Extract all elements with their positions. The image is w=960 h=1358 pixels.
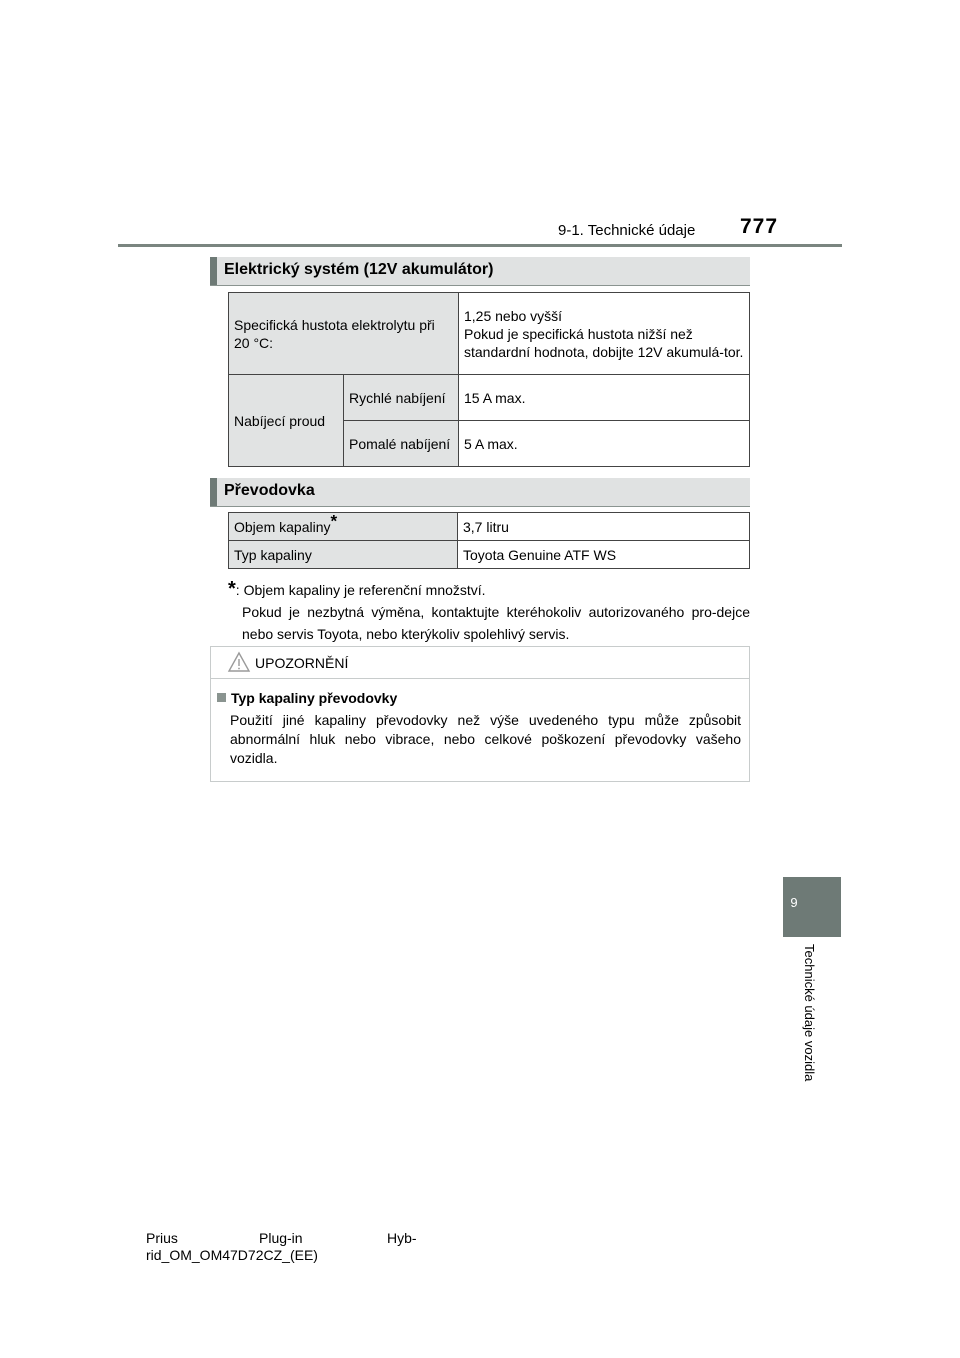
heading-text: Elektrický systém (12V akumulátor) (224, 261, 494, 278)
warning-triangle-icon (227, 651, 251, 678)
heading-text: Převodovka (224, 482, 315, 499)
capacity-label (229, 510, 458, 541)
square-bullet-icon (217, 693, 226, 702)
fluid-type-label: Typ kapaliny (229, 541, 458, 569)
caution-box (210, 646, 750, 782)
fluid-type-value: Toyota Genuine ATF WS (458, 541, 750, 569)
slow-charging-value: 5 A max. (459, 421, 750, 467)
caution-header (211, 647, 749, 679)
slow-charging-label: Pomalé nabíjení (344, 421, 459, 467)
transmission-table (228, 512, 750, 569)
caution-subtitle (217, 690, 397, 706)
heading-bar (210, 478, 217, 506)
charging-label: Nabíjecí proud (229, 375, 344, 467)
caution-subtitle-text: Typ kapaliny převodovky (231, 690, 398, 706)
chapter-title: Technické údaje vozidla (802, 944, 817, 1082)
footnote-mark: * (330, 510, 338, 530)
header-rule (118, 244, 842, 247)
section-heading-transmission (210, 478, 750, 507)
footnote (228, 578, 750, 645)
footnote-line: : Objem kapaliny je referenční množství. (235, 582, 486, 598)
footer (146, 1230, 424, 1264)
footer-word: Prius (146, 1230, 178, 1246)
table-row (229, 541, 750, 569)
footer-word: Plug-in (259, 1230, 303, 1246)
caution-title: UPOZORNĚNÍ (255, 655, 349, 671)
fast-charging-label: Rychlé nabíjení (344, 375, 459, 421)
density-value (459, 293, 750, 375)
table-row (229, 513, 750, 541)
section-heading-electrical (210, 257, 750, 286)
density-value-2: Pokud je specifická hustota nižší než standardní hodnota, dobijte 12V akumulá-tor. (464, 325, 744, 360)
density-label: Specifická hustota elektrolytu při 20 °C: (229, 293, 459, 375)
footnote-star: * (228, 578, 236, 600)
footer-line-1 (146, 1230, 424, 1247)
section-title: 9-1. Technické údaje (558, 222, 696, 239)
footer-word: Hyb- (387, 1230, 417, 1246)
table-row (229, 375, 750, 421)
fast-charging-value: 15 A max. (459, 375, 750, 421)
heading-bar (210, 257, 217, 285)
chapter-number: 9 (790, 895, 798, 910)
capacity-value: 3,7 litru (458, 513, 750, 541)
table-row (229, 293, 750, 375)
page-number: 777 (740, 215, 779, 238)
footnote-body: Pokud je nezbytná výměna, kontaktujte kteréhokoliv autorizovaného pro-dejce nebo servis Toyota, nebo kterýkoliv spolehlivý servis. (242, 604, 750, 642)
density-value-1: 1,25 nebo vyšší (464, 307, 563, 324)
footer-line-2: rid_OM_OM47D72CZ_(EE) (146, 1247, 318, 1263)
capacity-label-text: Objem kapaliny (234, 518, 331, 535)
electrical-table (228, 292, 750, 467)
caution-body: Použití jiné kapaliny převodovky než výše uvedeného typu může způsobit abnormální hluk nebo vibrace, nebo celkové poškození převodovky vašeho vozidla. (230, 712, 741, 766)
